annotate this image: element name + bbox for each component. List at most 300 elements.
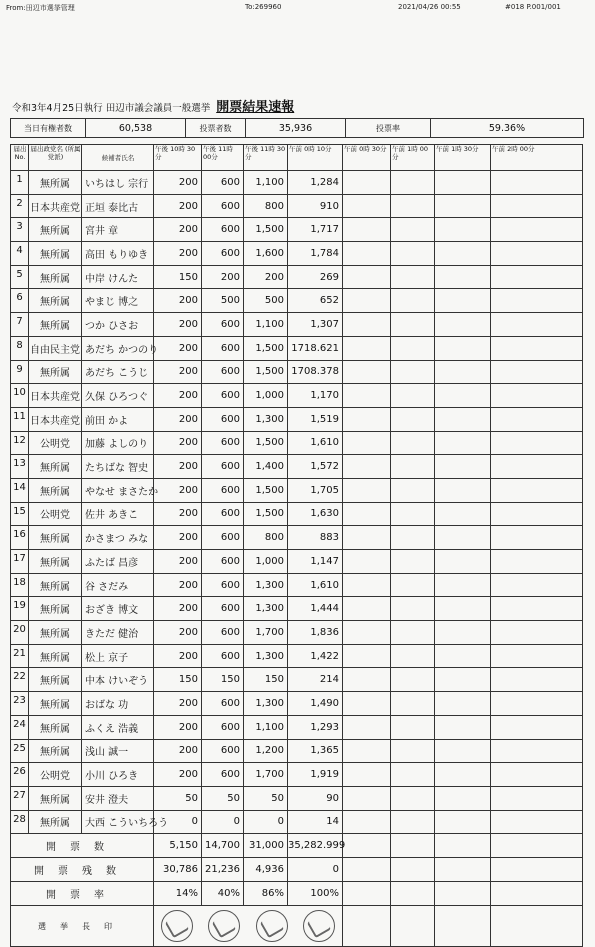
empty-cell xyxy=(343,194,391,218)
count-t4: 1,307 xyxy=(288,313,343,337)
candidate-name: ふたば 昌彦 xyxy=(82,550,154,574)
totals-t3: 31,000 xyxy=(244,834,288,858)
table-row xyxy=(11,336,583,360)
candidate-name: たちばな 智史 xyxy=(82,455,154,479)
empty-cell xyxy=(435,763,491,787)
empty-cell xyxy=(391,407,435,431)
count-t1: 200 xyxy=(154,218,202,242)
count-t1: 200 xyxy=(154,502,202,526)
empty-cell xyxy=(391,763,435,787)
count-t2: 600 xyxy=(202,242,244,266)
totals-t4: 0 xyxy=(288,858,343,882)
empty-cell xyxy=(491,858,583,882)
empty-cell xyxy=(435,313,491,337)
seal-stamp-icon xyxy=(208,910,240,942)
candidate-name: 佐井 あきこ xyxy=(82,502,154,526)
candidate-name: 小川 ひろき xyxy=(82,763,154,787)
count-t2: 600 xyxy=(202,194,244,218)
empty-cell xyxy=(435,810,491,834)
empty-cell xyxy=(391,550,435,574)
table-row xyxy=(11,289,583,313)
candidate-no: 14 xyxy=(11,478,29,502)
candidate-party: 公明党 xyxy=(29,502,82,526)
count-t2: 600 xyxy=(202,455,244,479)
candidate-no: 13 xyxy=(11,455,29,479)
col-t1: 午後 10時 30分 xyxy=(154,145,202,171)
count-t3: 150 xyxy=(244,668,288,692)
candidate-party: 無所属 xyxy=(29,715,82,739)
count-t2: 600 xyxy=(202,644,244,668)
totals-t1: 14% xyxy=(154,882,202,906)
count-t4: 1,490 xyxy=(288,692,343,716)
count-t3: 800 xyxy=(244,526,288,550)
empty-cell xyxy=(435,265,491,289)
candidate-party: 無所属 xyxy=(29,171,82,195)
candidate-no: 28 xyxy=(11,810,29,834)
empty-cell xyxy=(391,360,435,384)
empty-cell xyxy=(491,526,583,550)
empty-cell xyxy=(391,171,435,195)
table-row xyxy=(11,455,583,479)
candidate-no: 18 xyxy=(11,573,29,597)
candidate-party: 無所属 xyxy=(29,265,82,289)
count-t3: 1,300 xyxy=(244,597,288,621)
count-t3: 1,500 xyxy=(244,218,288,242)
candidate-party: 日本共産党 xyxy=(29,384,82,408)
totals-t1: 5,150 xyxy=(154,834,202,858)
candidate-name: おばな 功 xyxy=(82,692,154,716)
empty-cell xyxy=(491,644,583,668)
totals-t2: 40% xyxy=(202,882,244,906)
empty-cell xyxy=(343,834,391,858)
totals-t4: 35,282.999 xyxy=(288,834,343,858)
count-t4: 1,444 xyxy=(288,597,343,621)
empty-cell xyxy=(343,336,391,360)
empty-cell xyxy=(435,597,491,621)
count-t4: 1,630 xyxy=(288,502,343,526)
empty-cell xyxy=(491,786,583,810)
count-t2: 500 xyxy=(202,289,244,313)
count-t3: 50 xyxy=(244,786,288,810)
empty-cell xyxy=(391,289,435,313)
count-t2: 600 xyxy=(202,502,244,526)
empty-cell xyxy=(435,573,491,597)
count-t2: 600 xyxy=(202,526,244,550)
table-row xyxy=(11,550,583,574)
count-t3: 1,300 xyxy=(244,573,288,597)
count-t4: 1,836 xyxy=(288,621,343,645)
empty-cell xyxy=(343,882,391,906)
count-t1: 50 xyxy=(154,786,202,810)
empty-cell xyxy=(491,455,583,479)
candidate-party: 無所属 xyxy=(29,478,82,502)
empty-cell xyxy=(491,668,583,692)
count-t4: 1,784 xyxy=(288,242,343,266)
candidate-name: 浅山 誠一 xyxy=(82,739,154,763)
candidate-party: 無所属 xyxy=(29,573,82,597)
candidate-name: やなせ まさたか xyxy=(82,478,154,502)
empty-cell xyxy=(391,668,435,692)
candidate-party: 無所属 xyxy=(29,526,82,550)
empty-cell xyxy=(435,692,491,716)
totals-label: 開票残数 xyxy=(11,858,154,882)
ballots-value: 35,936 xyxy=(246,119,346,137)
count-t4: 1,519 xyxy=(288,407,343,431)
candidate-no: 27 xyxy=(11,786,29,810)
count-t1: 200 xyxy=(154,431,202,455)
count-t2: 600 xyxy=(202,360,244,384)
summary-bar xyxy=(10,118,584,138)
empty-cell xyxy=(491,171,583,195)
candidate-party: 日本共産党 xyxy=(29,194,82,218)
empty-cell xyxy=(391,786,435,810)
totals-t3: 4,936 xyxy=(244,858,288,882)
seal-stamp-icon xyxy=(161,910,193,942)
empty-cell xyxy=(435,786,491,810)
empty-cell xyxy=(343,786,391,810)
count-t4: 1,147 xyxy=(288,550,343,574)
empty-cell xyxy=(391,313,435,337)
col-t6: 午前 1時 00分 xyxy=(391,145,435,171)
count-t3: 1,500 xyxy=(244,336,288,360)
empty-cell xyxy=(343,621,391,645)
count-t4: 910 xyxy=(288,194,343,218)
totals-row xyxy=(11,882,583,906)
empty-cell xyxy=(491,597,583,621)
empty-cell xyxy=(435,360,491,384)
empty-cell xyxy=(435,289,491,313)
empty-cell xyxy=(491,763,583,787)
count-t1: 200 xyxy=(154,550,202,574)
table-row xyxy=(11,573,583,597)
table-row xyxy=(11,502,583,526)
empty-cell xyxy=(491,407,583,431)
table-row xyxy=(11,360,583,384)
empty-cell xyxy=(491,265,583,289)
seal-stamp-icon xyxy=(303,910,335,942)
table-row xyxy=(11,171,583,195)
count-t3: 0 xyxy=(244,810,288,834)
totals-t2: 21,236 xyxy=(202,858,244,882)
count-t4: 1718.621 xyxy=(288,336,343,360)
empty-cell xyxy=(391,526,435,550)
count-t2: 600 xyxy=(202,171,244,195)
empty-cell xyxy=(435,739,491,763)
empty-cell xyxy=(435,218,491,242)
candidate-party: 無所属 xyxy=(29,621,82,645)
count-t1: 200 xyxy=(154,763,202,787)
candidate-no: 23 xyxy=(11,692,29,716)
table-row xyxy=(11,526,583,550)
fax-datetime: 2021/04/26 00:55 xyxy=(398,3,461,11)
empty-cell xyxy=(491,692,583,716)
candidate-no: 25 xyxy=(11,739,29,763)
empty-cell xyxy=(491,882,583,906)
count-t1: 200 xyxy=(154,644,202,668)
count-t1: 200 xyxy=(154,313,202,337)
table-row xyxy=(11,597,583,621)
count-t4: 1708.378 xyxy=(288,360,343,384)
count-t1: 200 xyxy=(154,384,202,408)
table-row xyxy=(11,810,583,834)
count-t3: 1,300 xyxy=(244,692,288,716)
empty-cell xyxy=(435,882,491,906)
empty-cell xyxy=(391,810,435,834)
candidate-no: 9 xyxy=(11,360,29,384)
count-t1: 0 xyxy=(154,810,202,834)
empty-cell xyxy=(435,336,491,360)
count-t4: 1,365 xyxy=(288,739,343,763)
candidate-name: つか ひさお xyxy=(82,313,154,337)
empty-cell xyxy=(435,431,491,455)
count-t3: 1,500 xyxy=(244,478,288,502)
empty-cell xyxy=(391,194,435,218)
table-row xyxy=(11,478,583,502)
empty-cell xyxy=(491,739,583,763)
count-t1: 200 xyxy=(154,194,202,218)
count-t3: 800 xyxy=(244,194,288,218)
count-t1: 200 xyxy=(154,715,202,739)
count-t3: 1,000 xyxy=(244,550,288,574)
col-t8: 午前 2時 00分 xyxy=(491,145,583,171)
empty-cell xyxy=(343,763,391,787)
candidate-name: おざき 博文 xyxy=(82,597,154,621)
candidate-no: 6 xyxy=(11,289,29,313)
totals-t1: 30,786 xyxy=(154,858,202,882)
empty-cell xyxy=(491,360,583,384)
count-t1: 200 xyxy=(154,478,202,502)
candidate-no: 22 xyxy=(11,668,29,692)
count-t4: 1,293 xyxy=(288,715,343,739)
signature-row xyxy=(11,906,583,947)
empty-cell xyxy=(343,218,391,242)
count-t2: 600 xyxy=(202,739,244,763)
empty-cell xyxy=(343,360,391,384)
fax-to: To:269960 xyxy=(245,3,282,11)
candidate-party: 無所属 xyxy=(29,550,82,574)
header-row xyxy=(11,145,583,171)
col-t2: 午後 11時 00分 xyxy=(202,145,244,171)
candidate-party: 無所属 xyxy=(29,692,82,716)
empty-cell xyxy=(391,478,435,502)
count-t2: 600 xyxy=(202,407,244,431)
count-t4: 652 xyxy=(288,289,343,313)
count-t2: 600 xyxy=(202,597,244,621)
empty-cell xyxy=(343,526,391,550)
candidate-party: 自由民主党 xyxy=(29,336,82,360)
voters-value: 60,538 xyxy=(86,119,186,137)
table-row xyxy=(11,786,583,810)
count-t3: 1,000 xyxy=(244,384,288,408)
count-t4: 1,610 xyxy=(288,573,343,597)
candidate-name: 高田 もりゆき xyxy=(82,242,154,266)
candidate-no: 15 xyxy=(11,502,29,526)
count-t3: 1,100 xyxy=(244,171,288,195)
candidate-party: 無所属 xyxy=(29,242,82,266)
count-t3: 1,700 xyxy=(244,763,288,787)
empty-cell xyxy=(435,668,491,692)
count-t3: 1,300 xyxy=(244,644,288,668)
empty-cell xyxy=(391,882,435,906)
totals-t4: 100% xyxy=(288,882,343,906)
candidate-party: 公明党 xyxy=(29,763,82,787)
empty-cell xyxy=(435,644,491,668)
table-row xyxy=(11,313,583,337)
count-t2: 600 xyxy=(202,692,244,716)
count-t3: 200 xyxy=(244,265,288,289)
empty-cell xyxy=(343,644,391,668)
empty-cell xyxy=(491,336,583,360)
empty-cell xyxy=(391,502,435,526)
empty-cell xyxy=(391,455,435,479)
count-t2: 600 xyxy=(202,478,244,502)
candidate-name: 谷 さだみ xyxy=(82,573,154,597)
count-t3: 1,200 xyxy=(244,739,288,763)
empty-cell xyxy=(491,194,583,218)
table-row xyxy=(11,384,583,408)
empty-cell xyxy=(391,644,435,668)
count-t3: 500 xyxy=(244,289,288,313)
count-t1: 200 xyxy=(154,455,202,479)
candidate-no: 2 xyxy=(11,194,29,218)
col-name: 候補者氏名 xyxy=(82,145,154,171)
empty-cell xyxy=(343,692,391,716)
empty-cell xyxy=(343,455,391,479)
count-t3: 1,500 xyxy=(244,360,288,384)
empty-cell xyxy=(435,407,491,431)
signature-label: 選挙長印 xyxy=(11,906,154,947)
candidate-no: 12 xyxy=(11,431,29,455)
count-t3: 1,300 xyxy=(244,407,288,431)
empty-cell xyxy=(391,384,435,408)
count-t4: 214 xyxy=(288,668,343,692)
count-t3: 1,100 xyxy=(244,715,288,739)
count-t1: 200 xyxy=(154,289,202,313)
count-t1: 200 xyxy=(154,171,202,195)
candidate-no: 24 xyxy=(11,715,29,739)
empty-cell xyxy=(435,478,491,502)
totals-t3: 86% xyxy=(244,882,288,906)
empty-cell xyxy=(391,692,435,716)
empty-cell xyxy=(491,715,583,739)
empty-cell xyxy=(391,621,435,645)
count-t1: 200 xyxy=(154,692,202,716)
empty-cell xyxy=(491,573,583,597)
count-t1: 200 xyxy=(154,242,202,266)
count-t2: 600 xyxy=(202,573,244,597)
table-row xyxy=(11,621,583,645)
table-row xyxy=(11,431,583,455)
empty-cell xyxy=(435,550,491,574)
empty-cell xyxy=(391,242,435,266)
empty-cell xyxy=(391,858,435,882)
empty-cell xyxy=(435,526,491,550)
table-row xyxy=(11,668,583,692)
col-party: 届出政党名 (所属党派) xyxy=(29,145,82,171)
empty-cell xyxy=(343,242,391,266)
candidate-no: 17 xyxy=(11,550,29,574)
candidate-party: 無所属 xyxy=(29,289,82,313)
empty-cell xyxy=(343,858,391,882)
candidate-no: 10 xyxy=(11,384,29,408)
totals-row xyxy=(11,834,583,858)
candidate-no: 3 xyxy=(11,218,29,242)
empty-cell xyxy=(435,171,491,195)
empty-cell xyxy=(435,858,491,882)
empty-cell xyxy=(343,407,391,431)
col-no: 届出 No. xyxy=(11,145,29,171)
seal-stamp-icon xyxy=(256,910,288,942)
count-t3: 1,100 xyxy=(244,313,288,337)
count-t2: 600 xyxy=(202,763,244,787)
candidate-no: 4 xyxy=(11,242,29,266)
empty-cell xyxy=(435,502,491,526)
candidate-party: 日本共産党 xyxy=(29,407,82,431)
empty-cell xyxy=(435,834,491,858)
count-t2: 600 xyxy=(202,550,244,574)
totals-label: 開票率 xyxy=(11,882,154,906)
candidate-no: 7 xyxy=(11,313,29,337)
candidate-no: 19 xyxy=(11,597,29,621)
title-prefix: 令和3年4月25日執行 田辺市議会議員一般選挙 xyxy=(12,103,211,114)
candidate-party: 公明党 xyxy=(29,431,82,455)
count-t1: 150 xyxy=(154,265,202,289)
empty-cell xyxy=(491,289,583,313)
empty-cell xyxy=(435,455,491,479)
candidate-name: 松上 京子 xyxy=(82,644,154,668)
count-t4: 1,572 xyxy=(288,455,343,479)
empty-cell xyxy=(491,810,583,834)
empty-cell xyxy=(435,194,491,218)
empty-cell xyxy=(391,739,435,763)
count-t4: 1,717 xyxy=(288,218,343,242)
count-t1: 200 xyxy=(154,407,202,431)
col-t7: 午前 1時 30分 xyxy=(435,145,491,171)
candidate-party: 無所属 xyxy=(29,597,82,621)
empty-cell xyxy=(343,715,391,739)
candidate-no: 5 xyxy=(11,265,29,289)
empty-cell xyxy=(435,384,491,408)
fax-header xyxy=(0,3,595,15)
empty-cell xyxy=(343,502,391,526)
count-t4: 1,284 xyxy=(288,171,343,195)
candidate-name: ふくえ 浩義 xyxy=(82,715,154,739)
empty-cell xyxy=(343,550,391,574)
count-t3: 1,500 xyxy=(244,431,288,455)
candidate-no: 11 xyxy=(11,407,29,431)
empty-cell xyxy=(343,384,391,408)
empty-cell xyxy=(343,171,391,195)
count-t1: 200 xyxy=(154,621,202,645)
empty-cell xyxy=(343,431,391,455)
empty-cell xyxy=(343,573,391,597)
results-table xyxy=(10,144,583,947)
empty-cell xyxy=(391,265,435,289)
candidate-name: 中岸 けんた xyxy=(82,265,154,289)
turnout-value: 59.36% xyxy=(488,122,526,134)
count-t3: 1,500 xyxy=(244,502,288,526)
count-t2: 600 xyxy=(202,313,244,337)
count-t1: 200 xyxy=(154,336,202,360)
candidate-name: 前田 かよ xyxy=(82,407,154,431)
empty-cell xyxy=(491,834,583,858)
empty-cell xyxy=(435,621,491,645)
candidate-no: 8 xyxy=(11,336,29,360)
candidate-name: あだち かつのり xyxy=(82,336,154,360)
count-t4: 14 xyxy=(288,810,343,834)
empty-cell xyxy=(391,336,435,360)
ballots-label: 投票者数 xyxy=(186,119,246,137)
